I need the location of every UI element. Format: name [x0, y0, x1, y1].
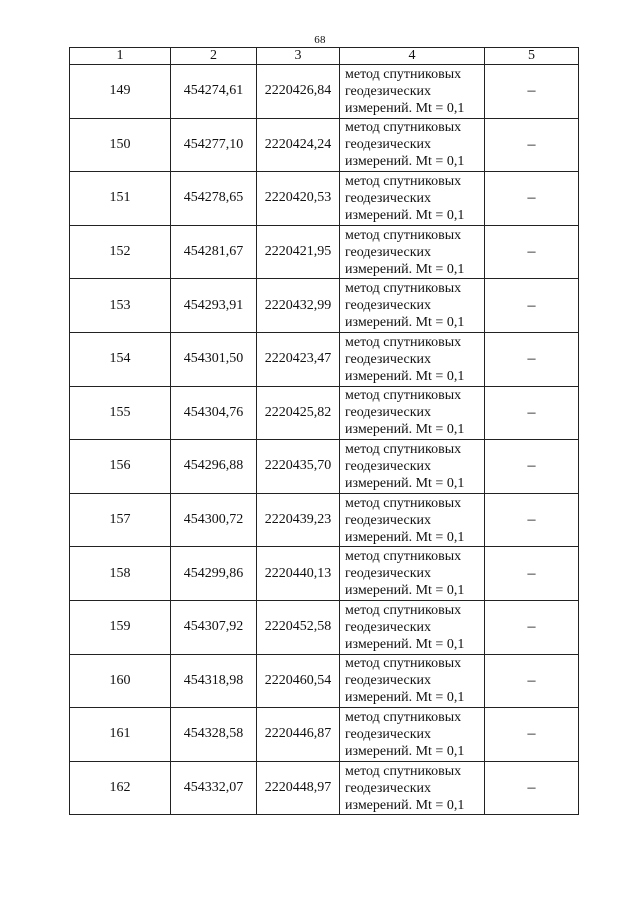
method-line: геодезических — [345, 244, 432, 260]
method-line: метод спутниковых — [345, 66, 462, 82]
table-row — [70, 761, 579, 815]
method-line: геодезических — [345, 298, 432, 314]
method-line: измерений. Mt = 0,1 — [345, 743, 465, 759]
method-line: измерений. Mt = 0,1 — [345, 529, 465, 545]
method-line: измерений. Mt = 0,1 — [345, 154, 465, 170]
page-number: 68 — [314, 34, 326, 46]
cell-note: – — [485, 761, 579, 815]
cell-coordinate-x: 454328,58 — [171, 708, 257, 762]
cell-method — [340, 279, 485, 333]
method-line: метод спутниковых — [345, 227, 462, 243]
cell-note: – — [485, 654, 579, 708]
cell-method — [340, 654, 485, 708]
method-line: измерений. Mt = 0,1 — [345, 100, 465, 116]
header-col-point: 1 — [70, 48, 171, 65]
cell-method — [340, 118, 485, 172]
cell-coordinate-x: 454301,50 — [171, 332, 257, 386]
coordinates-table — [69, 47, 579, 815]
cell-method — [340, 547, 485, 601]
cell-coordinate-y: 2220423,47 — [257, 332, 340, 386]
method-line: геодезических — [345, 673, 432, 689]
method-line: геодезических — [345, 512, 432, 528]
method-line: метод спутниковых — [345, 549, 462, 565]
cell-coordinate-x: 454296,88 — [171, 440, 257, 494]
cell-point-number: 158 — [70, 547, 171, 601]
table-row — [70, 332, 579, 386]
cell-method — [340, 708, 485, 762]
table-row — [70, 708, 579, 762]
method-line: измерений. Mt = 0,1 — [345, 583, 465, 599]
method-line: метод спутниковых — [345, 334, 462, 350]
table-row — [70, 440, 579, 494]
cell-point-number: 162 — [70, 761, 171, 815]
table-header — [70, 48, 579, 65]
header-col-note: 5 — [485, 48, 579, 65]
cell-point-number: 151 — [70, 172, 171, 226]
cell-note: – — [485, 172, 579, 226]
cell-point-number: 149 — [70, 65, 171, 119]
cell-method — [340, 332, 485, 386]
cell-coordinate-x: 454332,07 — [171, 761, 257, 815]
method-line: геодезических — [345, 351, 432, 367]
cell-coordinate-x: 454278,65 — [171, 172, 257, 226]
cell-coordinate-x: 454304,76 — [171, 386, 257, 440]
method-line: геодезических — [345, 566, 432, 582]
cell-coordinate-x: 454299,86 — [171, 547, 257, 601]
cell-note: – — [485, 386, 579, 440]
cell-coordinate-y: 2220424,24 — [257, 118, 340, 172]
cell-point-number: 156 — [70, 440, 171, 494]
table-body — [70, 65, 579, 815]
method-line: измерений. Mt = 0,1 — [345, 690, 465, 706]
cell-point-number: 159 — [70, 600, 171, 654]
cell-method — [340, 386, 485, 440]
cell-coordinate-y: 2220432,99 — [257, 279, 340, 333]
method-line: геодезических — [345, 458, 432, 474]
cell-coordinate-x: 454293,91 — [171, 279, 257, 333]
cell-point-number: 154 — [70, 332, 171, 386]
table-row — [70, 225, 579, 279]
cell-coordinate-x: 454300,72 — [171, 493, 257, 547]
method-line: метод спутниковых — [345, 441, 462, 457]
method-line: измерений. Mt = 0,1 — [345, 261, 465, 277]
cell-note: – — [485, 65, 579, 119]
method-line: измерений. Mt = 0,1 — [345, 797, 465, 813]
table-row — [70, 493, 579, 547]
cell-method — [340, 440, 485, 494]
method-line: метод спутниковых — [345, 602, 462, 618]
method-line: геодезических — [345, 780, 432, 796]
method-line: измерений. Mt = 0,1 — [345, 475, 465, 491]
cell-point-number: 155 — [70, 386, 171, 440]
cell-note: – — [485, 440, 579, 494]
cell-method — [340, 172, 485, 226]
cell-method — [340, 65, 485, 119]
cell-coordinate-y: 2220446,87 — [257, 708, 340, 762]
method-line: геодезических — [345, 190, 432, 206]
header-col-y: 3 — [257, 48, 340, 65]
method-line: измерений. Mt = 0,1 — [345, 368, 465, 384]
table-row — [70, 118, 579, 172]
cell-coordinate-y: 2220460,54 — [257, 654, 340, 708]
cell-note: – — [485, 279, 579, 333]
cell-point-number: 157 — [70, 493, 171, 547]
cell-coordinate-y: 2220425,82 — [257, 386, 340, 440]
method-line: геодезических — [345, 619, 432, 635]
cell-coordinate-y: 2220435,70 — [257, 440, 340, 494]
cell-coordinate-y: 2220452,58 — [257, 600, 340, 654]
method-line: метод спутниковых — [345, 173, 462, 189]
method-line: метод спутниковых — [345, 495, 462, 511]
method-line: метод спутниковых — [345, 656, 462, 672]
cell-coordinate-y: 2220421,95 — [257, 225, 340, 279]
cell-coordinate-x: 454277,10 — [171, 118, 257, 172]
cell-point-number: 152 — [70, 225, 171, 279]
cell-coordinate-x: 454307,92 — [171, 600, 257, 654]
method-line: метод спутниковых — [345, 709, 462, 725]
table-row — [70, 547, 579, 601]
method-line: метод спутниковых — [345, 763, 462, 779]
method-line: метод спутниковых — [345, 120, 462, 136]
cell-point-number: 161 — [70, 708, 171, 762]
cell-method — [340, 493, 485, 547]
table-row — [70, 600, 579, 654]
cell-note: – — [485, 708, 579, 762]
cell-point-number: 160 — [70, 654, 171, 708]
method-line: геодезических — [345, 726, 432, 742]
header-col-method: 4 — [340, 48, 485, 65]
cell-coordinate-y: 2220448,97 — [257, 761, 340, 815]
cell-note: – — [485, 332, 579, 386]
cell-note: – — [485, 547, 579, 601]
table-row — [70, 654, 579, 708]
table-row — [70, 279, 579, 333]
cell-note: – — [485, 493, 579, 547]
method-line: метод спутниковых — [345, 388, 462, 404]
header-col-x: 2 — [171, 48, 257, 65]
cell-point-number: 153 — [70, 279, 171, 333]
cell-coordinate-x: 454318,98 — [171, 654, 257, 708]
cell-method — [340, 225, 485, 279]
cell-note: – — [485, 118, 579, 172]
header-row — [70, 48, 579, 65]
cell-method — [340, 600, 485, 654]
table-row — [70, 386, 579, 440]
cell-coordinate-y: 2220420,53 — [257, 172, 340, 226]
cell-point-number: 150 — [70, 118, 171, 172]
method-line: измерений. Mt = 0,1 — [345, 636, 465, 652]
method-line: измерений. Mt = 0,1 — [345, 207, 465, 223]
cell-note: – — [485, 600, 579, 654]
table-row — [70, 65, 579, 119]
method-line: геодезических — [345, 137, 432, 153]
cell-note: – — [485, 225, 579, 279]
method-line: метод спутниковых — [345, 281, 462, 297]
cell-coordinate-y: 2220439,23 — [257, 493, 340, 547]
cell-coordinate-x: 454281,67 — [171, 225, 257, 279]
table-row — [70, 172, 579, 226]
cell-method — [340, 761, 485, 815]
cell-coordinate-y: 2220426,84 — [257, 65, 340, 119]
method-line: геодезических — [345, 83, 432, 99]
cell-coordinate-y: 2220440,13 — [257, 547, 340, 601]
cell-coordinate-x: 454274,61 — [171, 65, 257, 119]
method-line: измерений. Mt = 0,1 — [345, 422, 465, 438]
method-line: измерений. Mt = 0,1 — [345, 315, 465, 331]
method-line: геодезических — [345, 405, 432, 421]
